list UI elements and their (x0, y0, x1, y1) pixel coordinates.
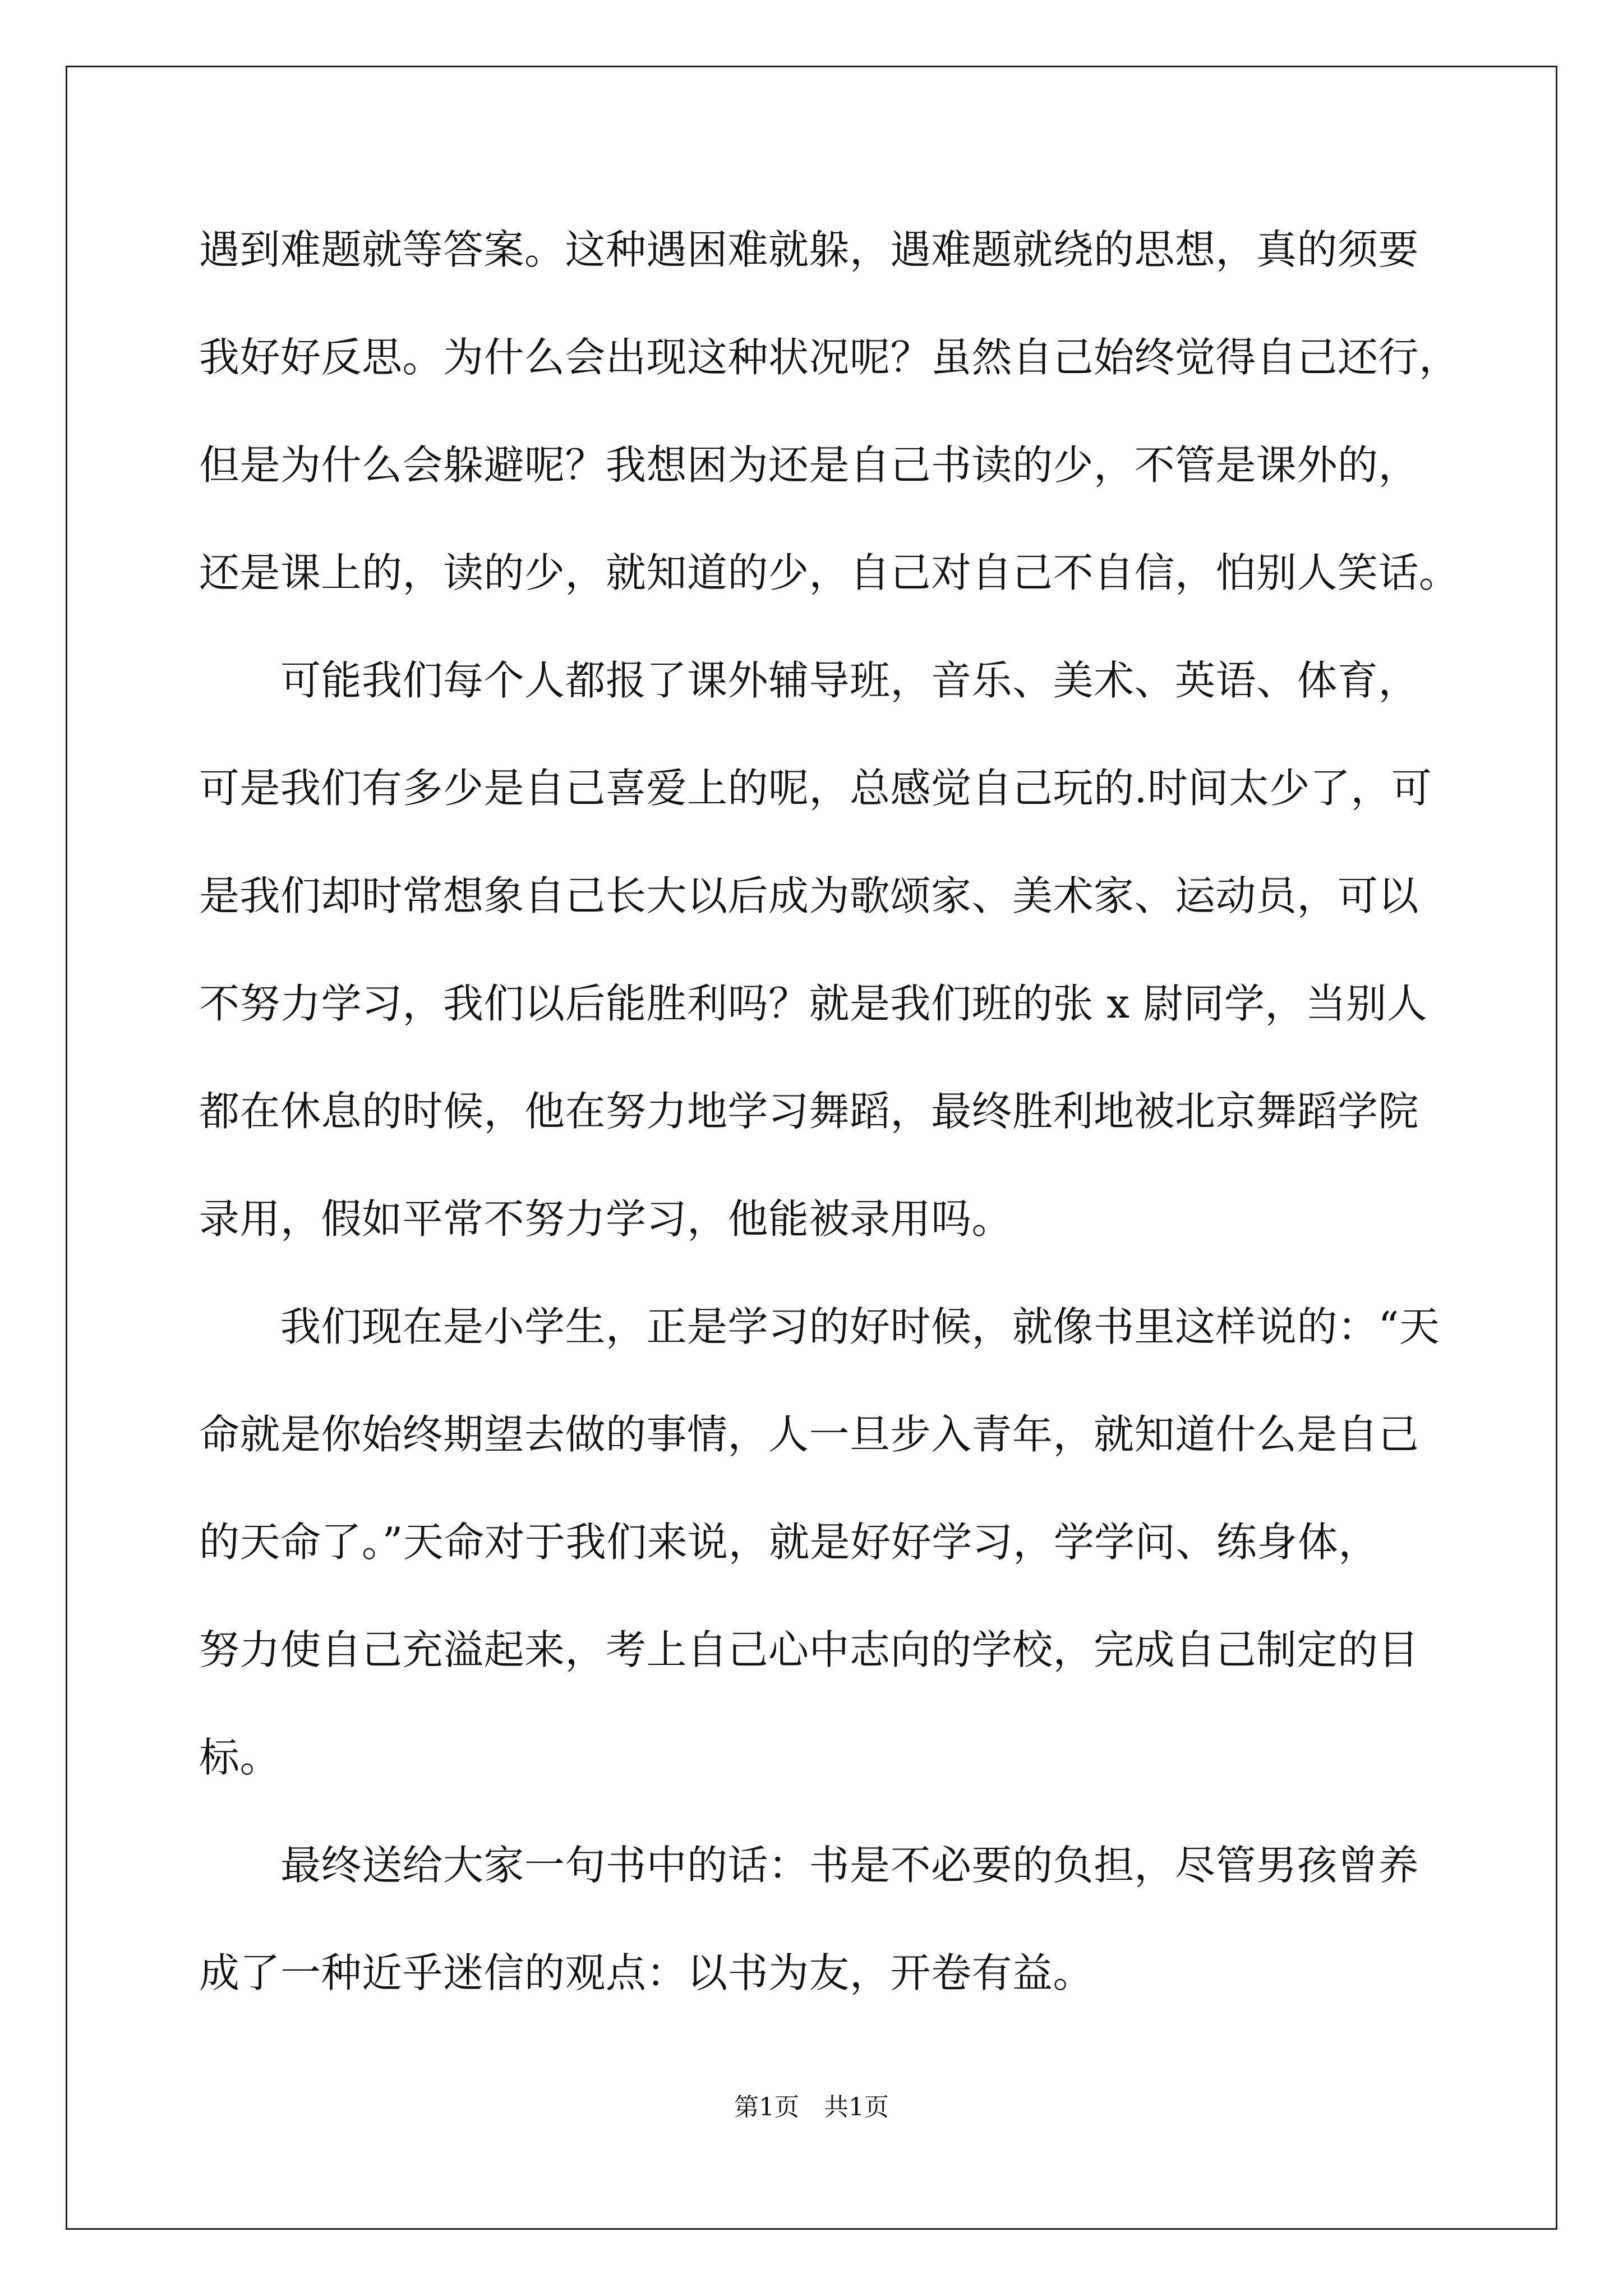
text-line: 我好好反思。为什么会出现这种状况呢？虽然自己始终觉得自己还行， (199, 334, 1460, 381)
text-line: 我们现在是小学生，正是学习的好时候，就像书里这样说的：“天 (199, 1303, 1440, 1350)
text-line: 成了一种近乎迷信的观点：以书为友，开卷有益。 (199, 1949, 1094, 1996)
text-line: 遇到难题就等答案。这种遇困难就躲，遇难题就绕的思想，真的须要 (199, 226, 1419, 273)
text-line: 可能我们每个人都报了课外辅导班，音乐、美术、英语、体育， (199, 657, 1419, 704)
document-body (199, 208, 1460, 2039)
text-line: 命就是你始终期望去做的事情，人一旦步入青年，就知道什么是自己 (199, 1411, 1419, 1458)
text-line: 录用，假如平常不努力学习，他能被录用吗。 (199, 1195, 1013, 1243)
text-line: 不努力学习，我们以后能胜利吗？就是我们班的张 x 尉同学，当别人 (199, 980, 1428, 1027)
text-line: 的天命了。”天命对于我们来说，就是好好学习，学学问、练身体， (199, 1519, 1379, 1566)
text-line: 可是我们有多少是自己喜爱上的呢，总感觉自己玩的.时间太少了，可 (199, 765, 1432, 812)
text-line: 但是为什么会躲避呢？我想困为还是自己书读的少，不管是课外的， (199, 441, 1419, 489)
text-line: 是我们却时常想象自己长大以后成为歌颂家、美术家、运动员，可以 (199, 872, 1419, 919)
text-line: 标。 (199, 1734, 281, 1781)
text-line: 还是课上的，读的少，就知道的少，自己对自己不自信，怕别人笑话。 (199, 549, 1460, 596)
text-line: 最终送给大家一句书中的话：书是不必要的负担，尽管男孩曾养 (199, 1842, 1419, 1889)
page-footer: 第1页 共1页 (734, 2093, 889, 2122)
text-line: 努力使自己充溢起来，考上自己心中志向的学校，完成自己制定的目 (199, 1626, 1419, 1673)
text-line: 都在休息的时候，他在努力地学习舞蹈，最终胜利地被北京舞蹈学院 (199, 1088, 1419, 1135)
